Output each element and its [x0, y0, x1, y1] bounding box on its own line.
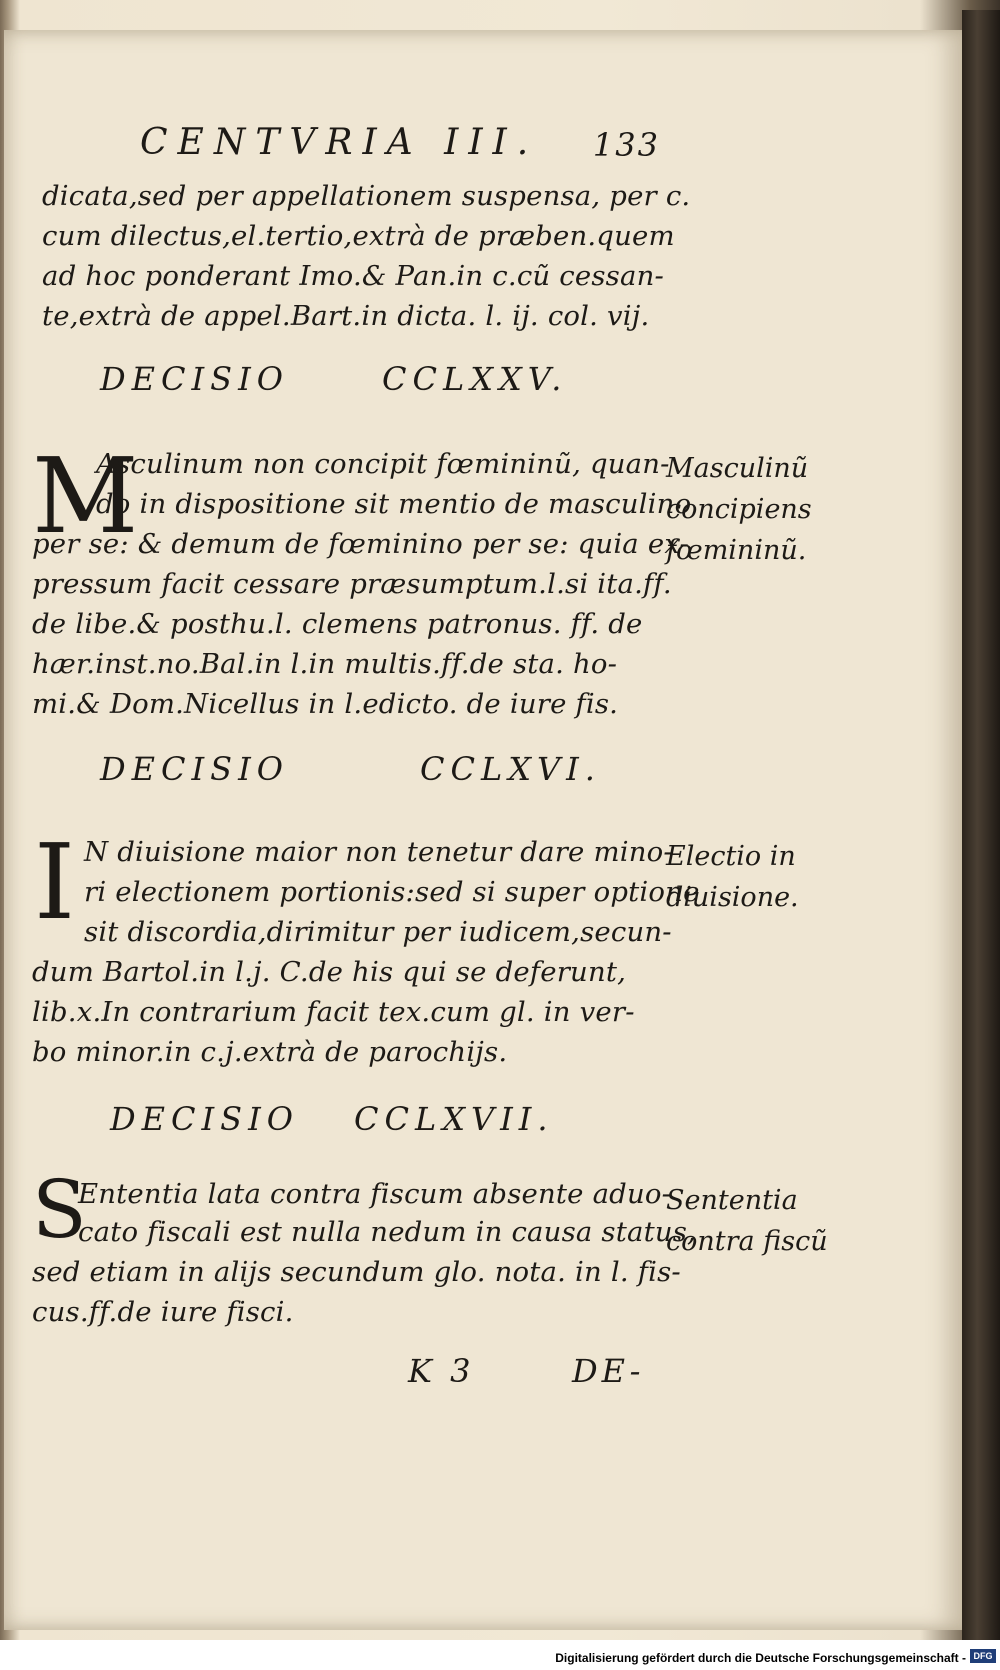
- digitization-bar: [0, 1640, 1000, 1670]
- decision-heading-word: DECISIO: [100, 750, 289, 788]
- page-number: 133: [592, 126, 660, 164]
- decision-number: CCLXXV.: [382, 360, 568, 398]
- digitization-credit: Digitalisierung gefördert durch die Deutsche Forschungsgemeinschaft -: [555, 1651, 966, 1665]
- drop-initial: I: [34, 821, 76, 943]
- book-cover-edge: [962, 10, 1000, 1640]
- decision-line: pressum facit cessare præsumptum.l.si ita.ff.: [32, 568, 672, 600]
- opening-line: ad hoc ponderant Imo.& Pan.in c.cũ cessan-: [42, 260, 664, 292]
- decision-heading: [100, 750, 601, 788]
- header-title: CENTVRIA III.: [140, 122, 539, 163]
- decision-line: do in dispositione sit mentio de masculino: [96, 488, 692, 520]
- margin-note-line: Sententia: [666, 1185, 798, 1216]
- decision-number: CCLXVII.: [354, 1100, 554, 1138]
- margin-note-line: concipiens: [666, 494, 812, 525]
- decision-line: lib.x.In contrarium facit tex.cum gl. in ver-: [32, 996, 635, 1028]
- decision-line: cato fiscali est nulla nedum in causa status,: [78, 1216, 696, 1248]
- decision-line: Ententia lata contra fiscum absente aduo-: [78, 1178, 672, 1210]
- dfg-logo: DFG: [970, 1649, 996, 1663]
- opening-line: te,extrà de appel.Bart.in dicta. l. ij. col. vij.: [42, 300, 650, 332]
- decision-line: per se: & demum de fœminino per se: quia ex-: [32, 528, 690, 560]
- drop-initial: S: [32, 1163, 87, 1256]
- margin-note-line: Electio in: [666, 841, 796, 872]
- decision-heading-word: DECISIO: [110, 1100, 299, 1138]
- catchword: DE-: [572, 1352, 645, 1390]
- decision-line: mi.& Dom.Nicellus in l.edicto. de iure fis.: [32, 688, 619, 720]
- decision-line: cus.ff.de iure fisci.: [32, 1296, 294, 1328]
- margin-note-line: Masculinũ: [666, 453, 809, 484]
- drop-initial: M: [32, 435, 139, 557]
- decision-line: Asculinum non concipit fœmininũ, quan-: [96, 448, 670, 480]
- signature-mark: K 3: [408, 1352, 475, 1390]
- margin-note: [666, 448, 812, 571]
- margin-note-line: diuisione.: [666, 882, 799, 913]
- decision-heading: [100, 360, 568, 398]
- decision-line: sed etiam in alijs secundum glo. nota. in l. fis-: [32, 1256, 681, 1288]
- decision-line: de libe.& posthu.l. clemens patronus. ff. de: [32, 608, 643, 640]
- decision-heading-word: DECISIO: [100, 360, 289, 398]
- decision-line: dum Bartol.in l.j. C.de his qui se deferunt,: [32, 956, 627, 988]
- opening-line: cum dilectus,el.tertio,extrà de præben.quem: [42, 220, 675, 252]
- opening-line: dicata,sed per appellationem suspensa, per c.: [42, 180, 691, 212]
- running-header: [140, 122, 660, 172]
- decision-line: N diuisione maior non tenetur dare mino-: [84, 836, 673, 868]
- decision-line: bo minor.in c.j.extrà de parochijs.: [32, 1036, 508, 1068]
- margin-note-line: fœmininũ.: [666, 535, 807, 566]
- decision-number: CCLXVI.: [420, 750, 601, 788]
- margin-note-line: contra fiscũ: [666, 1226, 828, 1257]
- decision-line: hær.inst.no.Bal.in l.in multis.ff.de sta. ho-: [32, 648, 618, 680]
- decision-line: sit discordia,dirimitur per iudicem,secun-: [84, 916, 672, 948]
- book-page: [4, 30, 962, 1630]
- margin-note: [666, 1180, 828, 1262]
- decision-line: ri electionem portionis:sed si super optione: [84, 876, 700, 908]
- decision-heading: [110, 1100, 554, 1138]
- margin-note: [666, 836, 799, 918]
